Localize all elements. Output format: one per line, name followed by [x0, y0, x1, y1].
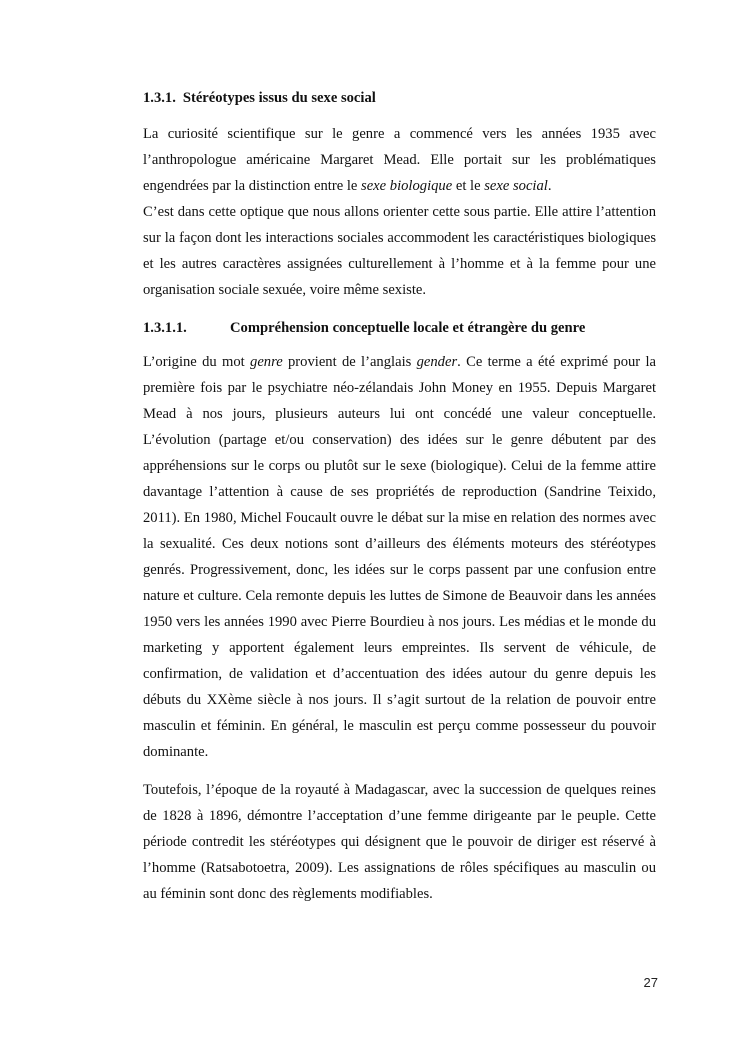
italic-term: sexe social: [484, 178, 548, 194]
text-run: L’origine du mot: [143, 354, 251, 370]
subsection-heading: [143, 315, 656, 341]
text-run: et le: [452, 178, 485, 194]
text-run: provient de l’anglais: [282, 354, 417, 370]
text-run: La curiosité scientifique sur le genre a commencé vers les années 1935 avec l’anthropologue américaine Margaret Mead. Elle portait sur les problématiques engendrées par la distinction entre le: [143, 126, 656, 194]
section-number: 1.3.1.: [143, 90, 176, 106]
italic-term: gender: [416, 354, 458, 370]
section-paragraph-2: C’est dans cette optique que nous allons orienter cette sous partie. Elle attire l’attention sur la façon dont les interactions sociales accommodent les caractéristiques biologiques et les autres caractères assignées culturellement à l’homme et à la femme pour une organisation sociale sexuée, voire même sexiste.: [143, 204, 656, 298]
section-heading: [143, 85, 656, 111]
page-content: [143, 85, 656, 907]
section-title: Stéréotypes issus du sexe social: [182, 90, 376, 106]
page-number: 27: [643, 975, 658, 990]
italic-term: sexe biologique: [361, 178, 453, 194]
text-run: .: [547, 178, 552, 194]
text-run: . Ce terme a été exprimé pour la première fois par le psychiatre néo-zélandais John Money en 1955. Depuis Margaret Mead à nos jours, plusieurs auteurs lui ont concédé une valeur conceptuelle. L’évolution (partage et/ou conservation) des idées sur le genre débutent par des appréhensions sur le corps ou plutôt sur le sexe (biologique). Celui de la femme attire davantage l’attention à cause de ses propriétés de reproduction (Sandrine Teixido, 2011). En 1980, Michel Foucault ouvre le débat sur la mise en relation des normes avec la sexualité. Ces deux notions sont d’ailleurs des éléments moteurs des stéréotypes genrés. Progressivement, donc, les idées sur le corps passent par une confusion entre nature et culture. Cela remonte depuis les luttes de Simone de Beauvoir dans les années 1950 vers les années 1990 avec Pierre Bourdieu à nos jours. Les médias et le monde du marketing y apportent également leurs empreintes. Ils servent de véhicule, de confirmation, de validation et d’accentuation des idées autour du genre depuis les débuts du XXème siècle à nos jours. Il s’agit surtout de la relation de pouvoir entre masculin et féminin. En général, le masculin est perçu comme possesseur du pouvoir dominante.: [143, 354, 656, 760]
italic-term: genre: [250, 354, 283, 370]
subsection-paragraph-2: Toutefois, l’époque de la royauté à Madagascar, avec la succession de quelques reines de 1828 à 1896, démontre l’acceptation d’une femme dirigeante par le peuple. Cette période contredit les stéréotypes qui désignent que le pouvoir de diriger est réservé à l’homme (Ratsabotoetra, 2009). Les assignations de rôles spécifiques au masculin ou au féminin sont donc des règlements modifiables.: [143, 782, 656, 902]
subsection-paragraph-1: [143, 349, 656, 765]
subsection-number: 1.3.1.1.: [143, 320, 187, 336]
section-paragraph-1: [143, 121, 656, 199]
subsection-title: Compréhension conceptuelle locale et étrangère du genre: [230, 320, 586, 336]
